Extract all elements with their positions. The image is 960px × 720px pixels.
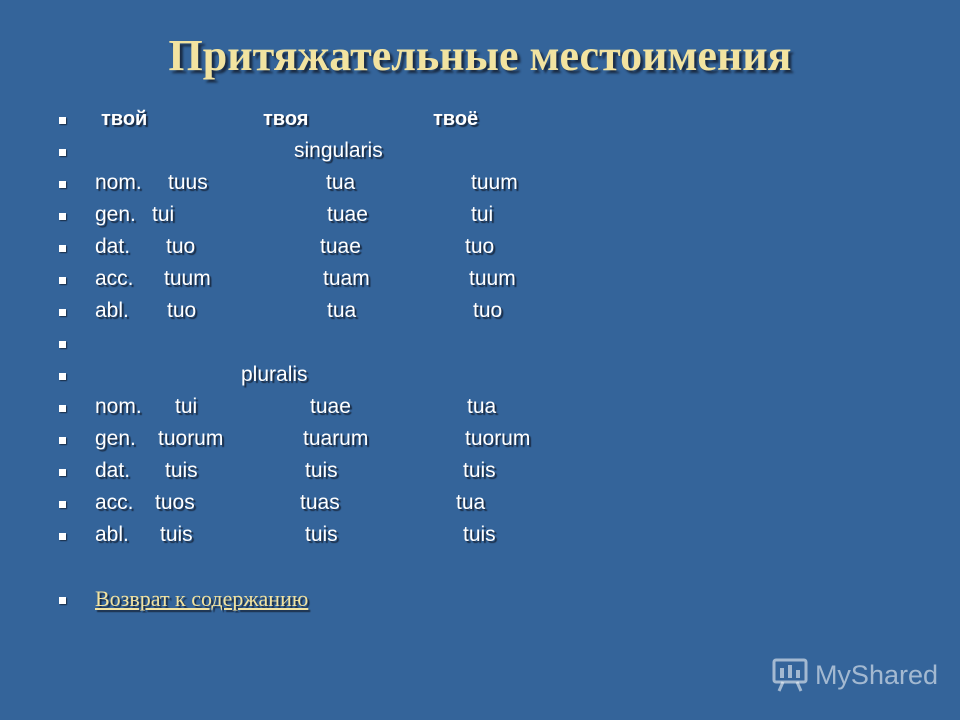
form-cell: tua	[326, 171, 356, 194]
form-cell: tuum	[471, 171, 518, 194]
bullet-icon	[59, 277, 66, 284]
watermark-text: MyShared	[814, 659, 938, 690]
form-cell: tuam	[323, 267, 370, 290]
section-label: pluralis	[241, 363, 308, 386]
presentation-board-icon	[771, 656, 809, 694]
back-to-contents-link[interactable]: Возврат к содержанию	[95, 586, 309, 611]
case-label: acc.	[95, 491, 134, 514]
form-cell: tuis	[463, 459, 496, 482]
form-cell: tua	[456, 491, 486, 514]
form-cell: tuorum	[465, 427, 531, 450]
form-cell: tuus	[168, 171, 208, 194]
list-item	[0, 104, 700, 134]
form-cell: tuae	[320, 235, 361, 258]
header-cell: твоя	[263, 108, 309, 130]
case-label: abl.	[95, 523, 129, 546]
table-row	[0, 264, 700, 294]
watermark	[771, 656, 938, 694]
table-row	[0, 232, 700, 262]
empty-list-item	[0, 328, 700, 358]
form-cell: tuos	[155, 491, 195, 514]
bullet-icon	[59, 181, 66, 188]
form-cell: tui	[175, 395, 198, 418]
slide-title: Притяжательные местоимения	[168, 31, 792, 80]
list-item	[0, 360, 700, 390]
section-label: singularis	[294, 139, 383, 162]
form-cell: tui	[152, 203, 175, 226]
table-row	[0, 392, 700, 422]
bullet-icon	[59, 245, 66, 252]
form-cell: tuum	[164, 267, 211, 290]
form-cell: tuo	[473, 299, 503, 322]
case-label: dat.	[95, 235, 131, 258]
bullet-icon	[59, 309, 66, 316]
form-cell: tuarum	[303, 427, 369, 450]
bullet-icon	[59, 213, 66, 220]
header-cell: твой	[101, 108, 148, 130]
form-cell: tuo	[465, 235, 495, 258]
form-cell: tuas	[300, 491, 340, 514]
form-cell: tuis	[160, 523, 193, 546]
form-cell: tua	[467, 395, 497, 418]
case-label: abl.	[95, 299, 129, 322]
bullet-icon	[59, 533, 66, 540]
list-item	[0, 584, 700, 614]
bullet-list	[0, 104, 960, 624]
form-cell: tuis	[463, 523, 496, 546]
case-label: dat.	[95, 459, 131, 482]
case-label: gen.	[95, 203, 136, 226]
bullet-icon	[59, 117, 66, 124]
form-cell: tuis	[165, 459, 198, 482]
form-cell: tuorum	[158, 427, 224, 450]
bullet-icon	[59, 341, 66, 348]
table-row	[0, 520, 700, 550]
form-cell: tuae	[310, 395, 351, 418]
form-cell: tua	[327, 299, 357, 322]
form-cell: tuo	[166, 235, 196, 258]
form-cell: tuo	[167, 299, 197, 322]
list-item	[0, 136, 700, 166]
table-row	[0, 424, 700, 454]
bullet-icon	[59, 469, 66, 476]
table-row	[0, 296, 700, 326]
form-cell: tui	[471, 203, 494, 226]
bullet-icon	[59, 501, 66, 508]
case-label: gen.	[95, 427, 136, 450]
bullet-icon	[59, 597, 66, 604]
bullet-icon	[59, 437, 66, 444]
case-label: acc.	[95, 267, 134, 290]
bullet-icon	[59, 373, 66, 380]
case-label: nom.	[95, 171, 142, 194]
table-row	[0, 200, 700, 230]
table-row	[0, 488, 700, 518]
table-row	[0, 456, 700, 486]
header-cell: твоё	[433, 108, 479, 130]
form-cell: tuis	[305, 523, 338, 546]
form-cell: tuum	[469, 267, 516, 290]
bullet-icon	[59, 149, 66, 156]
form-cell: tuis	[305, 459, 338, 482]
form-cell: tuae	[327, 203, 368, 226]
table-row	[0, 168, 700, 198]
case-label: nom.	[95, 395, 142, 418]
bullet-icon	[59, 405, 66, 412]
